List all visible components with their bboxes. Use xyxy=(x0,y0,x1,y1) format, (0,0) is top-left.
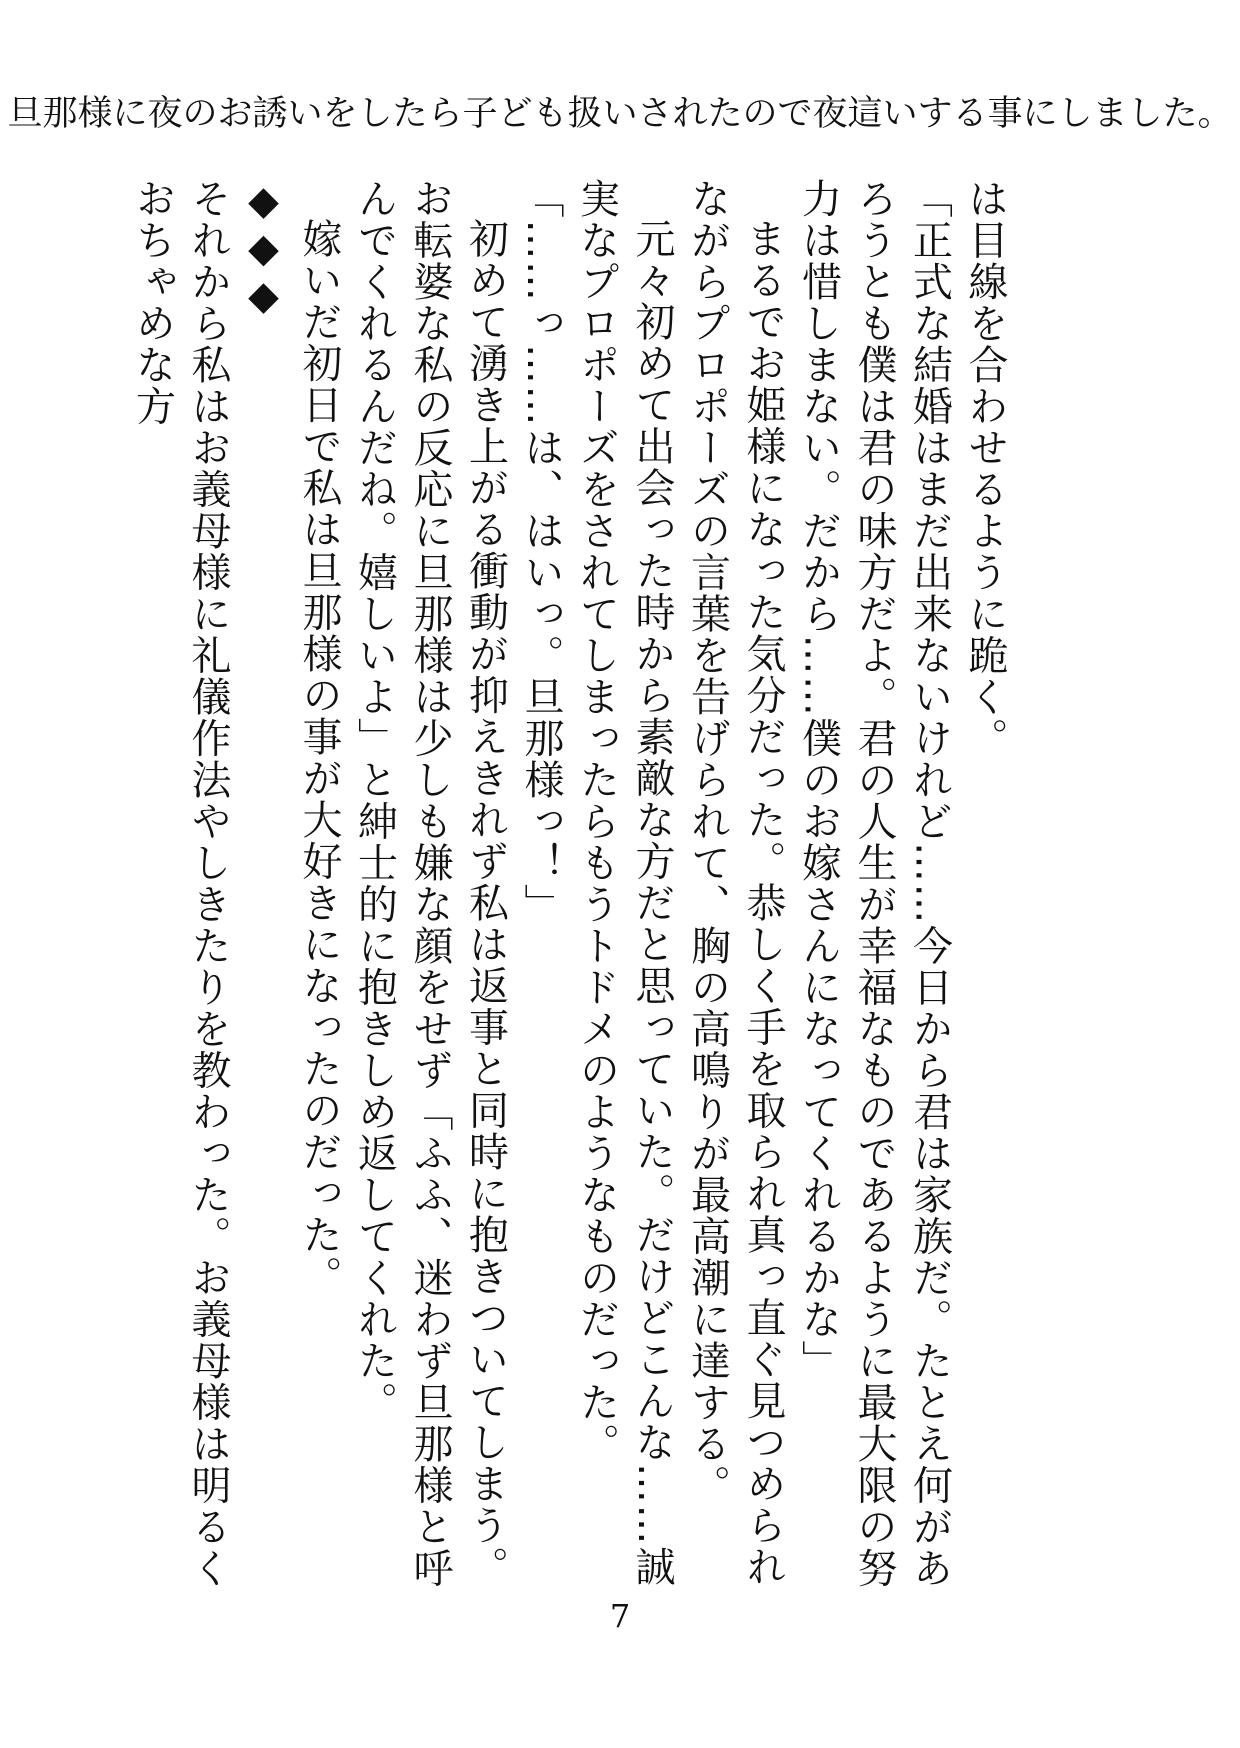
body-text-vertical xyxy=(129,178,1012,1628)
paragraph-2-dialogue: 「正式な結婚はまだ出来ないけれど……今日から君は家族だ。たとえ何があろうとも僕は君の味方だよ。君の人生が幸福なものであるように最大限の努力は惜しまない。だから……僕のお嫁さんになってくれるかな」 xyxy=(795,178,953,1589)
paragraph-8: それから私はお義母様に礼儀作法やしきたりを教わった。お義母様は明るくおちゃめな方 xyxy=(129,178,231,1589)
paragraph-4: 元々初めて出会った時から素敵な方だと思っていた。だけどこんな……誠実なプロポーズをされてしまったらもうトドメのようなものだった。 xyxy=(573,178,675,1588)
page-number: 7 xyxy=(609,1597,631,1635)
paragraph-3: まるでお姫様になった気分だった。恭しく手を取られ真っ直ぐ見つめられながらプロポーズの言葉を告げられて、胸の高鳴りが最高潮に達する。 xyxy=(684,178,786,1588)
running-header-title: 旦那様に夜のお誘いをしたら子ども扱いされたので夜這いする事にしました。 xyxy=(7,94,1233,134)
paragraph-1: は目線を合わせるように跪く。 xyxy=(962,178,1008,759)
paragraph-7: 嫁いだ初日で私は旦那様の事が大好きになったのだった。 xyxy=(296,218,342,1297)
paragraph-6: 初めて湧き上がる衝動が抑えきれず私は返事と同時に抱きついてしまう。お転婆な私の反応に旦那様は少しも嫌な顔をせず「ふふ、迷わず旦那様と呼んでくれるんだね。嬉しいよ」と紳士的に抱きしめ返してくれた。 xyxy=(351,178,509,1589)
paragraph-5-dialogue: 「……っ……は、はいっ。旦那様っ！」 xyxy=(518,178,564,925)
scene-break-diamonds: ◆◆◆ xyxy=(240,178,287,321)
